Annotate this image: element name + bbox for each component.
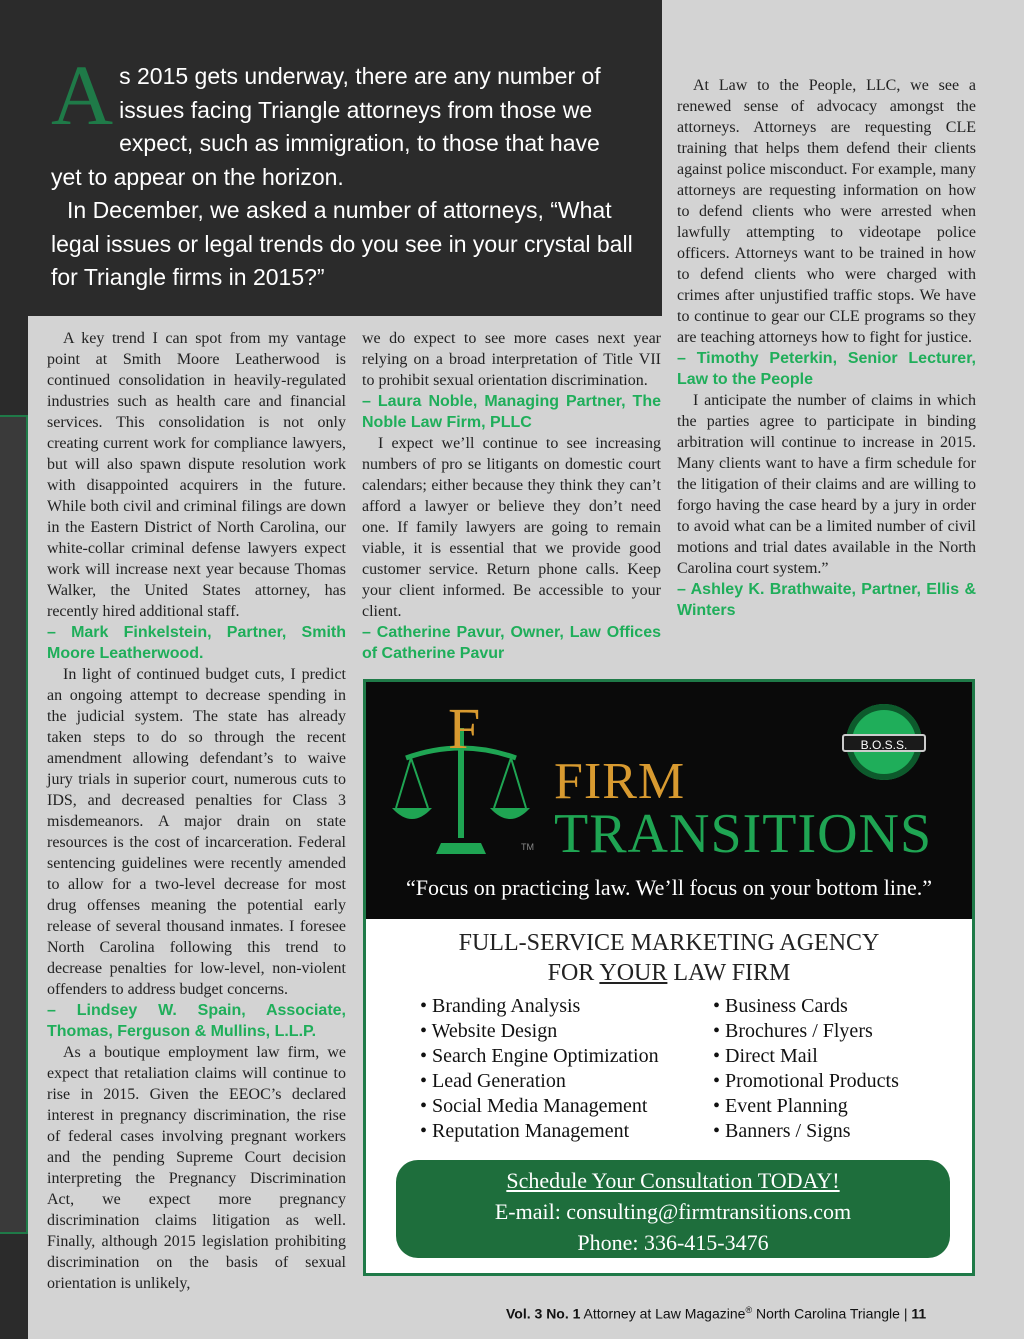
- service-item: • Business Cards: [713, 995, 848, 1017]
- drop-cap: A: [51, 47, 114, 143]
- quote-6: I anticipate the number of claims in which the parties agree to participate in binding arbitration will continue to increase in 2015. Many clients want to have a firm schedule for the litigation of their claims and are willing to forgo having the case heard by a jury in order to avoid what can be a limited number of civil motions and trial dates available in the North Carolina court system.”: [677, 392, 976, 577]
- registered-mark: ®: [745, 1305, 753, 1315]
- intro-box: [0, 0, 662, 316]
- intro-text: [51, 47, 636, 295]
- services-list-right: [713, 994, 899, 1144]
- ad-heading-line-2: [366, 958, 972, 988]
- service-item: • Reputation Management: [420, 1120, 630, 1142]
- attribution-5: – Timothy Peterkin, Senior Lecturer, Law to the People: [677, 350, 976, 388]
- service-item: • Branding Analysis: [420, 995, 581, 1017]
- trademark-mark: TM: [521, 842, 534, 852]
- cta-phone: Phone: 336-415-3476: [577, 1230, 769, 1255]
- attribution-2: – Lindsey W. Spain, Associate, Thomas, Ferguson & Mullins, L.L.P.: [47, 1002, 346, 1040]
- intro-paragraph-1-text: s 2015 gets underway, there are any number of issues facing Triangle attorneys from those we expect, such as immigration, to those that have yet to appear on the horizon.: [51, 63, 601, 190]
- service-item: • Banners / Signs: [713, 1120, 851, 1142]
- column-1: [47, 328, 346, 1294]
- ad-heading: [366, 928, 972, 988]
- intro-paragraph-2: In December, we asked a number of attorneys, “What legal issues or legal trends do you see in your crystal ball for Triangle firms in 2015?”: [51, 197, 633, 290]
- ad-heading-post: LAW FIRM: [667, 960, 791, 986]
- attribution-4: – Catherine Pavur, Owner, Law Offices of Catherine Pavur: [362, 624, 661, 662]
- scales-of-justice-logo-icon: [386, 698, 536, 858]
- ad-firm-wordmark: FIRM: [554, 753, 686, 810]
- attribution-3: – Laura Noble, Managing Partner, The Noble Law Firm, PLLC: [362, 393, 661, 431]
- quote-3-continued: we do expect to see more cases next year relying on a broad interpretation of Title VII to prohibit sexual orientation discrimination.: [362, 330, 661, 389]
- cta-schedule: Schedule Your Consultation TODAY!: [506, 1168, 840, 1193]
- ad-tagline: “Focus on practicing law. We’ll focus on your bottom line.”: [405, 875, 933, 900]
- column-2: [362, 328, 661, 664]
- attribution-1: – Mark Finkelstein, Partner, Smith Moore Leatherwood.: [47, 624, 346, 662]
- left-edge-green-bar: [0, 415, 28, 1234]
- logo-letter: F: [448, 698, 481, 761]
- ad-call-to-action: [396, 1160, 950, 1258]
- ad-heading-pre: FOR: [547, 960, 600, 986]
- quote-4: I expect we’ll continue to see increasing numbers of pro se litigants on domestic court calendars; either because they think they can’t afford a lawyer or believe they don’t need one. If family lawyers are going to remain viable, it is essential that we provide good customer service. Return phone calls. Keep your client informed. Be accessible to your client.: [362, 435, 661, 620]
- service-item: • Lead Generation: [420, 1070, 566, 1092]
- quote-3: As a boutique employment law firm, we expect that retaliation claims will continue to rise in 2015. Given the EEOC’s declared interest in pregnancy discrimination, the rise of federal cases involving pregnant workers and the pending Supreme Court decision interpreting the Pregnancy Discrimination Act, we expect more pregnancy discrimination claims litigation as well. Finally, although 2015 legislation prohibiting discrimination on the basis of sexual orientation is unlikely,: [47, 1044, 346, 1292]
- ad-heading-line-1: FULL-SERVICE MARKETING AGENCY: [458, 930, 880, 956]
- quote-1: A key trend I can spot from my vantage point at Smith Moore Leatherwood is continued consolidation in heavily-regulated industries such as health care and financial services. This consolidation is not only creating current work for compliance lawyers, but will also spawn dispute resolution work with disappointed acquirers in the future. While both civil and criminal filings are down in the Eastern District of North Carolina, our white-collar criminal defense lawyers expect work will increase next year because Thomas Walker, the United States attorney, has recently hired additional staff.: [47, 330, 346, 620]
- ad-heading-your: YOUR: [599, 960, 668, 986]
- cta-email: E-mail: consulting@firmtransitions.com: [494, 1199, 852, 1224]
- magazine-name: Attorney at Law Magazine: [580, 1305, 746, 1322]
- column-3: [677, 75, 976, 621]
- service-item: • Search Engine Optimization: [420, 1045, 659, 1067]
- ad-header: [366, 682, 972, 919]
- page-footer: [506, 1305, 982, 1322]
- firm-transitions-ad: [363, 679, 975, 1276]
- intro-paragraph-1: [51, 47, 636, 194]
- services-list-left: [420, 994, 659, 1144]
- boss-badge-icon: [846, 704, 922, 780]
- service-item: • Event Planning: [713, 1095, 848, 1117]
- service-item: • Social Media Management: [420, 1095, 648, 1117]
- service-item: • Brochures / Flyers: [713, 1020, 873, 1042]
- quote-2: In light of continued budget cuts, I predict an ongoing attempt to decrease spending in the judicial system. The state has already taken steps to do so through the recent amendment allowing defendant’s to waive jury trials in superior court, numerous cuts to IDS, and decreased penalties for Class 3 misdemeanors. A major drain on state resources is the cost of incarceration. Federal sentencing guidelines were recently amended to allow for a two-level decrease for most drug offenses meaning the potential early release of several thousand inmates. I foresee North Carolina following this trend to decrease penalties for low-level, non-violent offenders to address budget concerns.: [47, 666, 346, 998]
- issue-number: Vol. 3 No. 1: [506, 1305, 581, 1322]
- quote-5: At Law to the People, LLC, we see a renewed sense of advocacy amongst the attorneys. Attorneys are requesting CLE training that helps them defend their clients against police misconduct. For example, many attorneys are requesting information on how to defend clients who were arrested when lawfully attempting to videotape police officers. Attorneys want to be trained in how to defend clients who were charged with crimes after unjustified traffic stops. We have to continue to gear our CLE programs so they are teaching attorneys how to fight for justice.: [677, 77, 976, 346]
- service-item: • Website Design: [420, 1020, 558, 1042]
- ad-transitions-wordmark: TRANSITIONS: [554, 803, 933, 865]
- page-number: 11: [911, 1305, 927, 1322]
- boss-badge-label: B.O.S.S.: [842, 734, 926, 752]
- service-item: • Direct Mail: [713, 1045, 818, 1067]
- magazine-region: North Carolina Triangle |: [752, 1305, 912, 1322]
- service-item: • Promotional Products: [713, 1070, 899, 1092]
- attribution-6: – Ashley K. Brathwaite, Partner, Ellis & Winters: [677, 581, 976, 619]
